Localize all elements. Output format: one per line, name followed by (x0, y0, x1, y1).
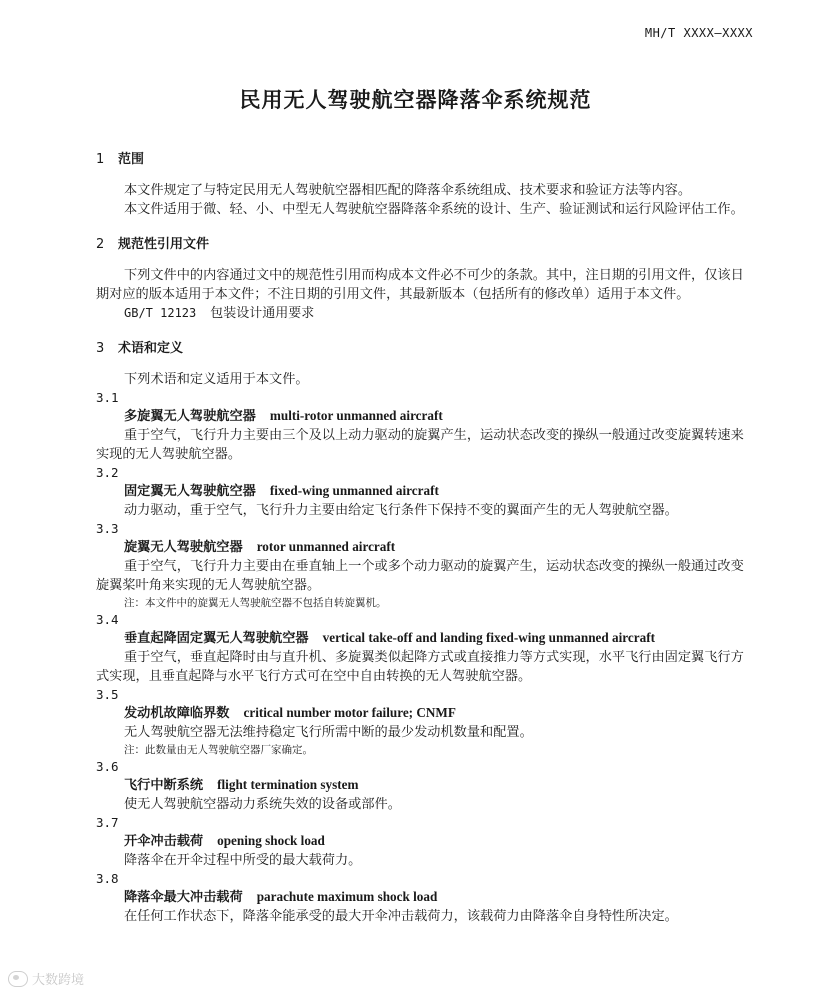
term-entry (96, 686, 756, 758)
term-cn: 多旋翼无人驾驶航空器 (124, 409, 256, 424)
term-en: rotor unmanned aircraft (256, 539, 396, 554)
term-number: 3.3 (96, 521, 119, 536)
paragraph: 下列文件中的内容通过文中的规范性引用而构成本文件必不可少的条款。其中，注日期的引用文件，仅该日期对应的版本适用于本文件；不注日期的引用文件，其最新版本（包括所有的修改单）适用于本文件。 (96, 268, 744, 302)
paragraph: 本文件规定了与特定民用无人驾驶航空器相匹配的降落伞系统组成、技术要求和验证方法等内容。 (124, 183, 692, 198)
term-definition: 降落伞在开伞过程中所受的最大载荷力。 (124, 853, 362, 868)
paragraph: 本文件适用于微、轻、小、中型无人驾驶航空器降落伞系统的设计、生产、验证测试和运行风险评估工作。 (124, 202, 744, 217)
term-number: 3.1 (96, 390, 119, 405)
term-heading (96, 537, 756, 557)
term-definition: 动力驱动，重于空气，飞行升力主要由给定飞行条件下保持不变的翼面产生的无人驾驶航空器。 (124, 503, 678, 518)
term-cn: 固定翼无人驾驶航空器 (124, 484, 256, 499)
term-number: 3.4 (96, 612, 119, 627)
section-title: 范围 (118, 152, 145, 167)
term-cn: 发动机故障临界数 (124, 706, 230, 721)
term-cn: 开伞冲击载荷 (124, 834, 204, 849)
term-heading (96, 775, 756, 795)
term-entry (96, 814, 756, 870)
term-entry (96, 464, 756, 520)
term-heading (96, 703, 756, 723)
watermark (8, 969, 84, 988)
term-definition: 重于空气，飞行升力主要由三个及以上动力驱动的旋翼产生，运动状态改变的操纵一般通过改变旋翼转速来实现的无人驾驶航空器。 (96, 428, 744, 462)
term-definition: 在任何工作状态下，降落伞能承受的最大开伞冲击载荷力，该载荷力由降落伞自身特性所决定。 (124, 909, 678, 924)
term-entry (96, 611, 756, 686)
term-entry (96, 758, 756, 814)
term-heading (96, 831, 756, 851)
reference-code: GB/T 12123 (124, 306, 197, 320)
section-heading-normative-references (96, 233, 756, 252)
section-number: 3 (96, 341, 105, 356)
term-en: opening shock load (217, 833, 325, 848)
term-en: multi-rotor unmanned aircraft (269, 408, 443, 423)
section-heading-terms (96, 337, 756, 356)
term-note: 注：此数量由无人驾驶航空器厂家确定。 (124, 744, 313, 756)
term-number: 3.2 (96, 465, 119, 480)
term-entry (96, 870, 756, 926)
section-title: 规范性引用文件 (118, 237, 210, 252)
watermark-text: 大数跨境 (32, 973, 85, 988)
term-cn: 降落伞最大冲击载荷 (124, 890, 243, 905)
term-number: 3.7 (96, 815, 119, 830)
term-cn: 飞行中断系统 (124, 778, 204, 793)
section-number: 2 (96, 237, 105, 252)
term-en: flight termination system (217, 777, 359, 792)
term-en: vertical take-off and landing fixed-wing unmanned aircraft (322, 630, 655, 645)
term-number: 3.5 (96, 687, 119, 702)
term-cn: 旋翼无人驾驶航空器 (124, 540, 243, 555)
reference-item (96, 304, 756, 323)
document-body (96, 148, 756, 926)
term-number: 3.8 (96, 871, 119, 886)
paragraph: 下列术语和定义适用于本文件。 (124, 372, 309, 387)
section-title: 术语和定义 (118, 341, 184, 356)
term-en: fixed-wing unmanned aircraft (269, 483, 439, 498)
brand-logo-icon (8, 971, 28, 987)
section-heading-scope (96, 148, 756, 167)
term-note: 注：本文件中的旋翼无人驾驶航空器不包括自转旋翼机。 (124, 597, 387, 609)
term-entry (96, 520, 756, 611)
term-entry (96, 389, 756, 464)
document-code: MH/T XXXX—XXXX (644, 26, 753, 40)
term-definition: 重于空气，飞行升力主要由在垂直轴上一个或多个动力驱动的旋翼产生，运动状态改变的操纵一般通过改变旋翼桨叶角来实现的无人驾驶航空器。 (96, 559, 744, 593)
term-heading (96, 628, 756, 648)
term-heading (96, 887, 756, 907)
term-definition: 使无人驾驶航空器动力系统失效的设备或部件。 (124, 797, 401, 812)
term-number: 3.6 (96, 759, 119, 774)
reference-title: 包装设计通用要求 (210, 306, 315, 321)
term-heading (96, 481, 756, 501)
term-en: parachute maximum shock load (256, 889, 438, 904)
term-cn: 垂直起降固定翼无人驾驶航空器 (124, 631, 309, 646)
document-title: 民用无人驾驶航空器降落伞系统规范 (239, 88, 592, 112)
term-definition: 无人驾驶航空器无法维持稳定飞行所需中断的最少发动机数量和配置。 (124, 725, 533, 740)
term-definition: 重于空气，垂直起降时由与直升机、多旋翼类似起降方式或直接推力等方式实现，水平飞行由固定翼飞行方式实现，且垂直起降与水平飞行方式可在空中自由转换的无人驾驶航空器。 (96, 650, 744, 684)
term-heading (96, 406, 756, 426)
term-en: critical number motor failure; CNMF (243, 705, 456, 720)
section-number: 1 (96, 152, 105, 167)
